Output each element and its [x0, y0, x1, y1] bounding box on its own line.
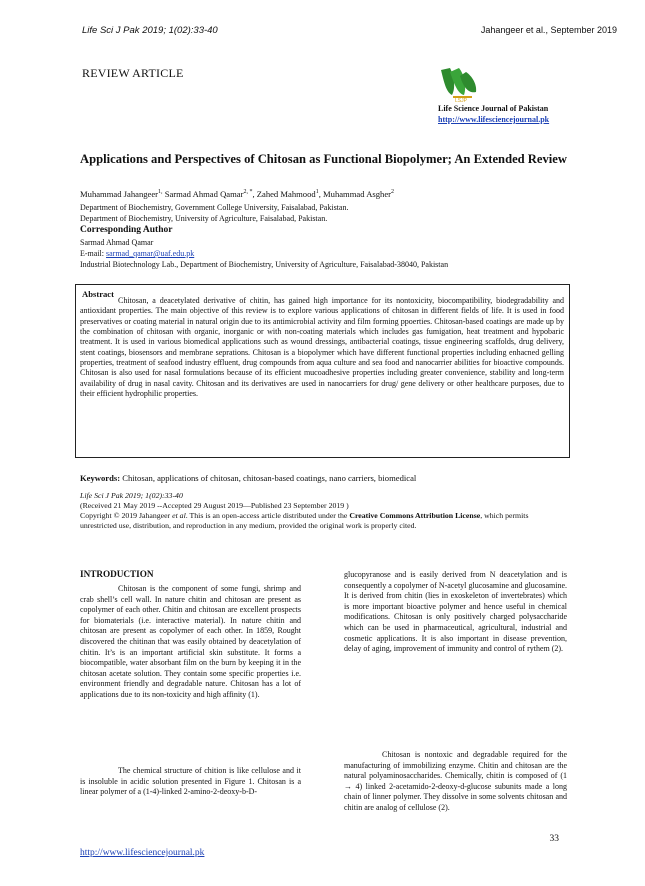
keywords-label: Keywords: — [80, 473, 121, 483]
intro-paragraph: Chitosan is the component of some fungi, shrimp and crab shell’s cell wall. In nature chitin and chitosan are present as copolymer of each other. Chitin and chitosan are excellent prospects for biomaterials (i.e. interactive material). In nature chitin and chitosan are present as copolymer of each other. In 1859, Rought discovered the chitinan that was easily obtained by deacetylation of chitin. It’s is an important artificial skin substitute. It forms a biocompatible, water absorbant film on the burn by keeping it in the chitosan acetate solution. They contain some specific properties i.e. environment friendly and degradable nature. Chitosan has a lot of applications due to its non-toxicity and high affinity (1). — [80, 584, 301, 699]
citation-line: Life Sci J Pak 2019; 1(02):33-40 — [80, 491, 183, 500]
intro-paragraph: glucopyranose and is easily derived from N deacetylation and is consequently a copolymer of N-acetyl glucosamine and glucosamine. It is derived from chitin (lies in exoskeleton of invertebrates) which is more important bioactive polymer and hence useful in chemical modifications. Chitosan is only positively charged polysaccharide which can be used in pharmaceutical, agricultural, industrial and cosmetic applications. It is also important in disease prevention, delay of aging, improvement of immunity and control of rythem (2). — [344, 570, 567, 654]
author-affiliation-mark: 2, * — [243, 189, 253, 196]
section-heading-introduction: INTRODUCTION — [80, 569, 154, 579]
intro-paragraph: The chemical structure of chition is like cellulose and it is insoluble in acidic solution presented in Figure 1. Chitosan is a linear polymer of a (1-4)-linked 2-amino-2-deoxy-b-D- — [80, 766, 301, 797]
svg-text:LSJP: LSJP — [455, 98, 467, 102]
abstract-text: Chitosan, a deacetylated derivative of chitin, has gained high importance for its nontoxicity, biocompatibility, biodegradability and antioxidant properties. The main objective of this review is to explore various applications of chitosan in different fields of life. It is used in food preservatives or coating material in natural origin due to its antimicrobial activity and film forming ppoerties. Chitosan-based coatings are made up by the combination of chitosan with organic, inorganic or with non-coating materials which includes gas fumigation, heat treatment and hypobaric treatment. It is used in various biomedical applications such as wound dressings, antibacterial coatings, tissue engineering scaffolds, drug delivery, stent coatings, biosensors and membrane seprations. Chitosan is a biopolymer which have different functional properties including enhacned gelling properties, treatment of seafood industry effluent, drug compounds from aqua culture and sea food and nanocarrier abilities for bioactive compounds. Chitosan is also used for nasal formulations because of its efficient mucoadhesive properties including greater convenience, stability and long-term availability of drug in nasal cavity. Chitosan and its derivatives are used in nanocarriers for drug/ gene delivery or other healthcare purposes, due to their efficient hydrophilic properties. — [80, 296, 564, 399]
author-name: , Muhammad Asgher — [318, 189, 392, 199]
corresponding-heading: Corresponding Author — [80, 225, 173, 235]
received-dates: (Received 21 May 2019 --Accepted 29 August 2019—Published 23 September 2019 ) — [80, 501, 349, 510]
keywords — [80, 473, 416, 483]
running-header-citation: Life Sci J Pak 2019; 1(02):33-40 — [82, 25, 218, 36]
citation-block — [80, 491, 566, 531]
author-affiliation-mark: 2 — [391, 189, 395, 196]
author-list — [80, 189, 394, 199]
affiliation: Department of Biochemistry, University of Agriculture, Faisalabad, Pakistan. — [80, 214, 328, 223]
email-link[interactable]: sarmad_qamar@uaf.edu.pk — [106, 249, 195, 258]
author-name: Muhammad Jahangeer — [80, 189, 159, 199]
corresponding-name: Sarmad Ahmad Qamar — [80, 238, 154, 247]
author-affiliation-mark: 1, — [158, 189, 163, 196]
journal-logo — [438, 62, 480, 102]
abstract-heading: Abstract — [82, 289, 114, 299]
author-name: , Zahed Mahmood — [252, 189, 316, 199]
page-number: 33 — [549, 834, 559, 844]
copyright: Copyright © 2019 Jahangeer et al. This is an open-access article distributed under the Creative Commons Attribution License, which permits unrestricted use, distribution, and reproduction in any medium, provided the original work is properly cited. — [80, 511, 529, 530]
corresponding-address: Industrial Biotechnology Lab., Department of Biochemistry, University of Agriculture, Faisalabad-38040, Pakistan — [80, 260, 449, 269]
journal-link[interactable]: http://www.lifesciencejournal.pk — [438, 115, 550, 124]
keywords-text: Chitosan, applications of chitosan, chitosan-based coatings, nano carriers, biomedical — [120, 473, 417, 483]
paper-title: Applications and Perspectives of Chitosan as Functional Biopolymer; An Extended Review — [80, 152, 567, 166]
affiliation: Department of Biochemistry, Government College University, Faisalabad, Pakistan. — [80, 203, 349, 212]
intro-paragraph: Chitosan is nontoxic and degradable required for the manufacturing of immobilizing enzyme. Chitin and chitosan are the natural polyaminosaccharides. Chemically, chitin is composed of (1 → 4) linked 2-acetamido-2-deoxy-d-glucose subunits made a long chain of linner polymer. They dissolve in some solvents chitosan and chitin are analog of cellulose (2). — [344, 750, 567, 812]
footer-link[interactable]: http://www.lifesciencejournal.pk — [80, 848, 205, 858]
running-header-author: Jahangeer et al., September 2019 — [480, 25, 617, 35]
email-label: E-mail: — [80, 249, 106, 258]
article-type: REVIEW ARTICLE — [82, 66, 184, 80]
author-affiliation-mark: 1 — [315, 189, 319, 196]
corresponding-email — [80, 249, 194, 258]
author-name: Sarmad Ahmad Qamar — [162, 189, 244, 199]
journal-name: Life Science Journal of Pakistan — [438, 104, 549, 113]
